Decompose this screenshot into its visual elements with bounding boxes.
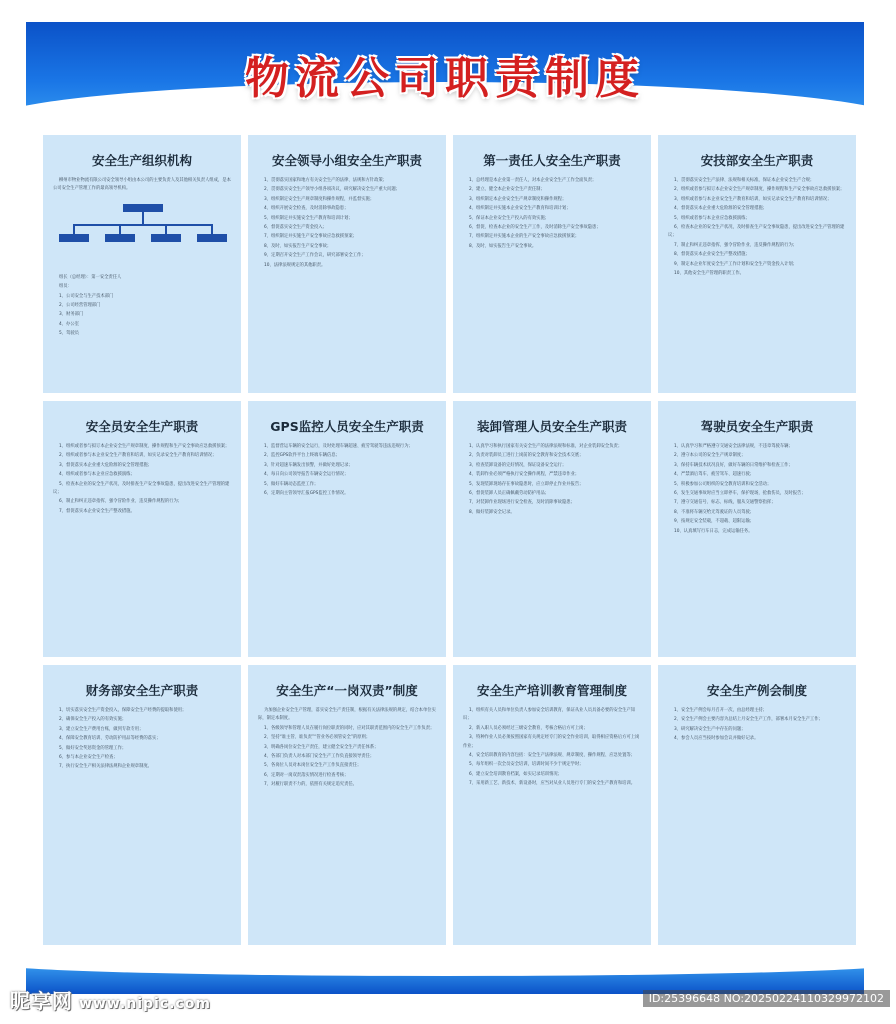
- panel-text: 1、贯彻落实国家和地方有关安全生产的法律、法规和方针政策；: [264, 178, 388, 183]
- panel-text: 组长（总经理）：第一安全责任人: [59, 274, 122, 280]
- panel-text: 7、执行安全生产相关法律法规和企业规章制度。: [59, 764, 152, 770]
- panel-text: 6、督促装卸人员正确佩戴劳动防护用品；: [469, 491, 550, 497]
- panel-training: [453, 665, 651, 945]
- panel-title: 安全员安全生产职责: [85, 419, 199, 434]
- panel-text: 3、针对超速车辆发出预警，并做好处理记录；: [264, 462, 353, 468]
- panel-gps-monitor: [248, 401, 446, 657]
- panel-text: 4、安全培训教育的内容包括：安全生产法律法规、规章制度、操作规程、应急处置等；: [469, 753, 636, 759]
- watermark-id: ID:25396648 NO:20250224110329972102: [643, 990, 890, 1007]
- panel-text: 2、贯彻落实安全生产领导小组各项决议，研究解决安全生产重大问题；: [264, 187, 400, 193]
- panel-title: 安全领导小组安全生产职责: [271, 153, 422, 168]
- panel-body: [658, 707, 856, 744]
- watermark-url: www.nipic.com: [79, 996, 211, 1012]
- org-chart-connector: [165, 224, 167, 234]
- panel-text: 4、严禁酒后驾车、疲劳驾车、超速行驶；: [674, 472, 755, 478]
- panel-text: 6、检查本企业的安全生产状况，及时排查生产安全事故隐患，提出改进安全生产管理的建议；: [668, 225, 845, 239]
- panel-title: 安全生产培训教育管理制度: [476, 683, 627, 698]
- panel-grid: [43, 135, 849, 945]
- panel-text: 1、安全生产例会每月召开一次，由总经理主持；: [674, 708, 767, 713]
- panel-text: 6、定期向主管领导汇报GPS监控工作情况。: [264, 491, 349, 497]
- panel-body: [43, 177, 241, 339]
- panel-body: [248, 443, 446, 498]
- panel-text: 组员：: [59, 284, 72, 290]
- panel-text: 3、检查装卸设备的完好情况，保证设备安全运行；: [469, 462, 567, 468]
- panel-text: 2、坚持“谁主管、谁负责”“管业务必须管安全”的原则；: [264, 735, 371, 741]
- panel-text: 2、新入职人员必须经过三级安全教育，考核合格后方可上岗；: [469, 725, 588, 731]
- panel-text: 2、负责对装卸员工进行上岗前的安全教育和安全技术交底；: [469, 453, 584, 459]
- panel-text: 6、督促落实安全生产资金投入；: [264, 225, 327, 231]
- panel-body: [453, 707, 651, 789]
- org-chart-box: [59, 234, 89, 242]
- panel-text: 7、对履行职责不力的，依照有关规定追究责任。: [264, 782, 357, 788]
- panel-text: 2、公司经营管理部门: [59, 303, 101, 309]
- panel-text: 1、贯彻落实安全生产法律、法规和相关标准，保证本企业安全生产合规；: [674, 178, 815, 183]
- panel-body: [43, 443, 241, 516]
- panel-text: 5、各岗位人员对本岗位安全生产工作负直接责任；: [264, 763, 362, 769]
- panel-body: [248, 177, 446, 270]
- watermark-site: [10, 985, 211, 1014]
- panel-text: 8、督促落实本企业安全生产整改措施；: [674, 252, 750, 258]
- poster-board: [26, 22, 864, 994]
- panel-text: 2、确保安全生产投入的有效实施；: [59, 717, 127, 723]
- panel-text: 6、督促、检查本企业的安全生产工作，及时消除生产安全事故隐患；: [469, 225, 601, 231]
- panel-body: [248, 707, 446, 790]
- panel-text: 为加强企业安全生产管理，落实安全生产责任制，根据有关法律法规的规定，结合本单位实际，制定本制度。: [258, 708, 436, 722]
- panel-title: 装卸管理人员安全生产职责: [476, 419, 627, 434]
- panel-text: 4、每日向公司领导报告车辆安全运行情况；: [264, 472, 349, 478]
- panel-title: 安技部安全生产职责: [700, 153, 814, 168]
- panel-text: 5、检查本企业的安全生产状况，及时排查生产安全事故隐患，提出改进安全生产管理的建议；: [53, 481, 230, 496]
- panel-text: 7、采用新工艺、新技术、新设备时，应当对从业人员进行专门的安全生产教育和培训。: [469, 781, 636, 787]
- org-chart-connector: [119, 224, 121, 234]
- panel-text: 7、组织制定并实施生产安全事故应急救援预案；: [264, 234, 357, 240]
- org-chart-top-box: [123, 204, 163, 212]
- panel-title: 财务部安全生产职责: [85, 683, 199, 698]
- panel-text: 1、监督营运车辆的安全运行，及时处理车辆超速、疲劳驾驶等违法违规行为；: [264, 444, 413, 449]
- panel-text: 5、组织或者参与本企业应急救援演练；: [674, 215, 750, 221]
- panel-safety-officer: [43, 401, 241, 657]
- panel-text: 2、组织或者参与拟订本企业安全生产规章制度、操作规程和生产安全事故应急救援预案；: [674, 187, 845, 193]
- panel-text: 5、做好安全奖惩资金的管理工作；: [59, 745, 127, 751]
- panel-text: 10、法律法规规定的其他职责。: [264, 262, 326, 268]
- panel-text: 7、遵守交通信号、标志、标线，服从交通警察指挥；: [674, 500, 776, 506]
- panel-meeting: [658, 665, 856, 945]
- watermark-site-name: 昵享网: [10, 989, 73, 1013]
- panel-text: 5、驾驶员: [59, 331, 79, 337]
- org-chart-connector: [142, 212, 144, 224]
- panel-text: 5、组织制定并实施安全生产教育和培训计划；: [264, 215, 353, 221]
- panel-text: 5、保证本企业安全生产投入的有效实施；: [469, 215, 550, 221]
- panel-text: 1、组织有关人员和单位负责人参加安全培训教育，保证从业人员具备必要的安全生产知识；: [463, 708, 636, 722]
- panel-text: 8、不准将车辆交给无驾驶证的人员驾驶；: [674, 509, 755, 515]
- panel-text: 2、建立、健全本企业安全生产责任制；: [469, 187, 545, 193]
- panel-text: 7、组织制定并实施本企业的生产安全事故应急救援预案；: [469, 234, 580, 240]
- panel-text: 2、遵守本公司的安全生产规章制度；: [674, 453, 746, 459]
- panel-tech-dept: [658, 135, 856, 393]
- panel-text: 6、建立安全培训教育档案，如实记录培训情况；: [469, 771, 562, 777]
- org-chart-box: [151, 234, 181, 242]
- panel-text: 3、研究解决安全生产中存在的问题；: [674, 726, 746, 732]
- panel-text: 4、装卸作业必须严格执行安全操作规程，严禁违章作业；: [469, 472, 580, 478]
- panel-text: 1、组织或者参与拟订本企业安全生产规章制度、操作规程和生产安全事故应急救援预案；: [59, 444, 230, 449]
- org-chart-connector: [211, 224, 213, 234]
- panel-text: 10、认真填写行车日志，完成运输任务。: [674, 528, 753, 534]
- panel-text: 4、组织或者参与本企业应急救援演练；: [59, 472, 135, 478]
- panel-text: 3、组织制定安全生产规章制度和操作规程，并监督实施；: [264, 196, 375, 202]
- panel-text: 1、认真学习和执行国家有关安全生产的法律法规和标准，对企业装卸安全负责；: [469, 444, 623, 449]
- panel-text: 3、明确各岗位安全生产责任，建立健全安全生产责任体系；: [264, 744, 379, 750]
- panel-text: 7、制止和纠正违章指挥、强令冒险作业、违反操作规程的行为；: [674, 242, 798, 248]
- panel-text: 2、安全生产例会主要内容为总结上月安全生产工作，部署本月安全生产工作；: [674, 717, 823, 723]
- panel-body: [658, 443, 856, 536]
- panel-title: 安全生产组织机构: [91, 153, 192, 168]
- footer-swoosh: [26, 950, 864, 976]
- panel-body: [658, 177, 856, 278]
- panel-text: 7、督促落实本企业安全生产整改措施。: [59, 508, 135, 514]
- panel-text: 3、财务部门: [59, 312, 84, 318]
- panel-one-post-two-duties: [248, 665, 446, 945]
- org-chart-box: [197, 234, 227, 242]
- panel-text: 2、组织或者参与本企业安全生产教育和培训，如实记录安全生产教育和培训情况；: [59, 453, 217, 459]
- panel-safety-team: [248, 135, 446, 393]
- panel-text: 2、监控GPS软件平台上终端车辆信息；: [264, 453, 340, 459]
- panel-text: 3、特种作业人员必须按照国家有关规定经专门的安全作业培训，取得相应资格后方可上岗作业；: [463, 735, 640, 749]
- panel-text: 9、按规定安全装载，不超载、超限运输；: [674, 519, 755, 525]
- panel-text: 5、发现装卸现场存在事故隐患时，应立即停止作业并报告；: [469, 481, 584, 487]
- panel-title: 安全生产“一岗双责”制度: [276, 683, 418, 698]
- org-chart-connector: [73, 224, 213, 226]
- panel-text: 9、制定本企业年度安全生产工作计划和安全生产资金投入计划；: [674, 261, 798, 267]
- panel-text: 柳州市物业物流有限公司安全领导小组由本公司的主要负责人及其他相关负责人组成，是本公司安全生产管理工作的最高领导机构。: [53, 178, 231, 192]
- panel-text: 5、积极参加公司组织的安全教育培训和安全活动；: [674, 481, 772, 487]
- panel-title: GPS监控人员安全生产职责: [270, 419, 424, 434]
- panel-title: 驾驶员安全生产职责: [700, 419, 814, 434]
- panel-text: 1、认真学习和严格遵守交通安全法律法规，不违章驾驶车辆；: [674, 444, 793, 449]
- panel-text: 3、组织或者参与本企业安全生产教育和培训，如实记录安全生产教育和培训情况；: [674, 196, 832, 202]
- panel-first-responsible: [453, 135, 651, 393]
- panel-text: 6、发生交通事故时应当立即停车，保护现场，抢救伤员，及时报告；: [674, 491, 806, 497]
- poster-title: 物流公司职责制度: [245, 53, 645, 104]
- panel-text: 4、组织开展安全检查，及时消除事故隐患；: [264, 206, 349, 212]
- panel-text: 3、督促落实本企业重大危险源的安全管理措施；: [59, 462, 152, 468]
- panel-text: 8、及时、如实报告生产安全事故；: [264, 243, 332, 249]
- panel-loading-manager: [453, 401, 651, 657]
- panel-body: [453, 177, 651, 251]
- panel-text: 10、其他安全生产管理的职责工作。: [674, 271, 744, 277]
- panel-text: 5、做好车辆动态监控工作；: [264, 481, 319, 487]
- org-chart-diagram: [53, 198, 231, 268]
- panel-text: 4、办公室: [59, 321, 79, 327]
- panel-text: 4、各部门负责人对本部门安全生产工作负直接领导责任；: [264, 754, 375, 760]
- panel-text: 8、及时、如实报告生产安全事故。: [469, 243, 537, 249]
- panel-text: 1、切实落实安全生产资金投入，保障安全生产经费的提取和使用；: [59, 708, 187, 713]
- org-chart-connector: [73, 224, 75, 234]
- panel-text: 3、保持车辆技术状况良好，做好车辆的日常维护和检查工作；: [674, 462, 793, 468]
- panel-text: 9、定期召开安全生产工作会议，研究部署安全工作；: [264, 253, 366, 259]
- panel-text: 3、组织制定本企业安全生产规章制度和操作规程；: [469, 196, 567, 202]
- panel-text: 1、公司安全与生产技术部门: [59, 293, 114, 299]
- panel-text: 6、定期对一岗双责落实情况进行检查考核；: [264, 772, 349, 778]
- panel-title: 第一责任人安全生产职责: [483, 153, 621, 168]
- panel-title: 安全生产例会制度: [706, 683, 807, 698]
- panel-body: [453, 443, 651, 517]
- panel-driver: [658, 401, 856, 657]
- panel-finance: [43, 665, 241, 945]
- panel-body: [43, 707, 241, 772]
- org-chart-box: [105, 234, 135, 242]
- panel-text: 1、总经理是本企业第一责任人，对本企业安全生产工作全面负责；: [469, 178, 597, 183]
- panel-text: 6、参与本企业安全生产检查；: [59, 755, 118, 761]
- panel-text: 3、建立安全生产费用台账，做到专款专用；: [59, 726, 144, 732]
- panel-text: 4、组织制定并实施本企业安全生产教育和培训计划；: [469, 206, 571, 212]
- panel-text: 7、对装卸作业现场进行安全检查，及时消除事故隐患；: [469, 500, 575, 506]
- panel-text: 4、保障安全教育培训、劳动防护用品等经费的落实；: [59, 736, 161, 742]
- panel-text: 4、参会人员应当按时参加会议并做好记录。: [674, 736, 759, 742]
- panel-text: 8、做好装卸安全记录。: [469, 509, 515, 515]
- panel-text: 4、督促落实本企业重大危险源的安全管理措施；: [674, 206, 767, 212]
- panel-text: 5、每年组织一次全员安全培训，培训时间不少于规定学时；: [469, 762, 584, 768]
- panel-org-structure: [43, 135, 241, 393]
- panel-text: 6、制止和纠正违章指挥、强令冒险作业、违反操作规程的行为；: [59, 499, 183, 505]
- panel-text: 1、各级领导和管理人员在履行岗位职责的同时，应对其职责范围内的安全生产工作负责；: [264, 725, 435, 731]
